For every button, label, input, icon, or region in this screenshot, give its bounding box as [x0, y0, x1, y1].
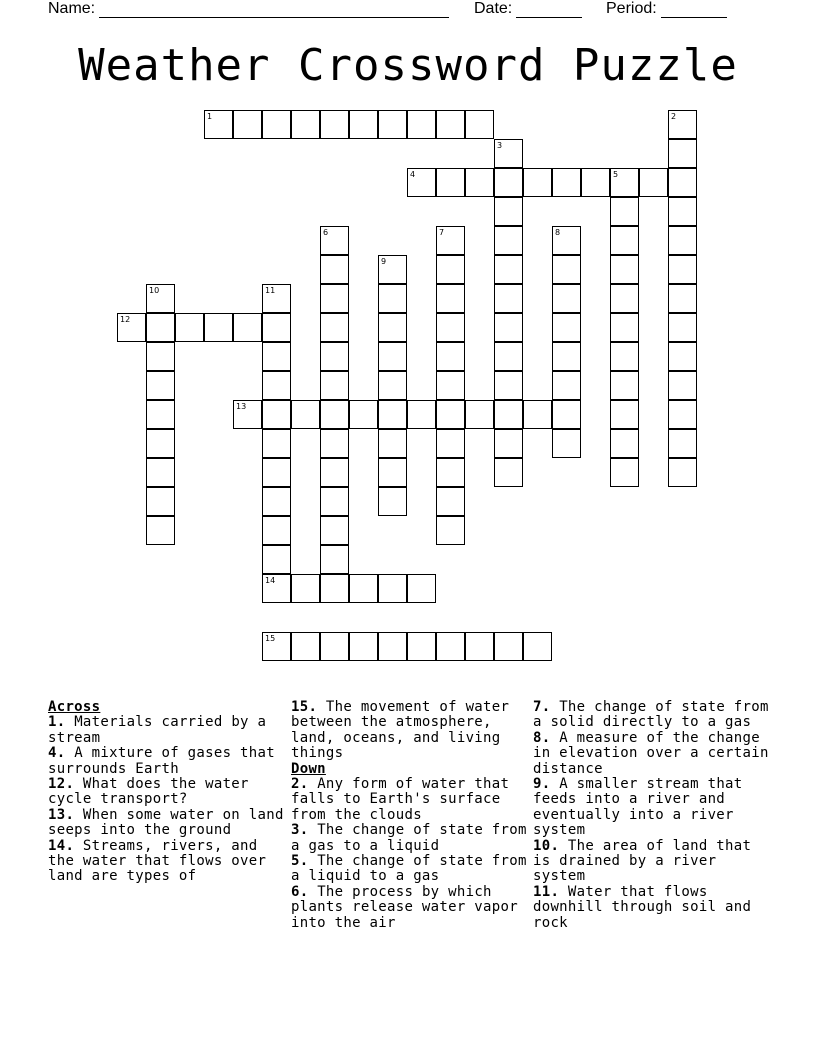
crossword-cell[interactable]: [146, 458, 175, 487]
crossword-cell[interactable]: [320, 429, 349, 458]
crossword-cell[interactable]: [407, 632, 436, 661]
crossword-cell[interactable]: [465, 632, 494, 661]
crossword-cell[interactable]: [262, 545, 291, 574]
crossword-cell[interactable]: [117, 313, 146, 342]
crossword-cell[interactable]: [668, 110, 697, 139]
across-clue: [48, 746, 284, 777]
crossword-cell[interactable]: [146, 516, 175, 545]
clue-number: 7.: [533, 699, 551, 715]
clue-text: Any form of water that falls to Earth's surface from the clouds: [291, 776, 510, 823]
across-clue: [48, 839, 284, 885]
crossword-cell[interactable]: [262, 371, 291, 400]
crossword-cell[interactable]: [436, 371, 465, 400]
crossword-cell[interactable]: [494, 139, 523, 168]
crossword-cell[interactable]: [320, 632, 349, 661]
crossword-cell[interactable]: [610, 458, 639, 487]
crossword-cell[interactable]: [610, 255, 639, 284]
crossword-cell[interactable]: [320, 255, 349, 284]
crossword-cell[interactable]: [378, 110, 407, 139]
crossword-cell[interactable]: [436, 632, 465, 661]
clue-text: The process by which plants release water vapor into the air: [291, 883, 518, 931]
crossword-cell[interactable]: [262, 574, 291, 603]
clue-number: 8.: [533, 729, 551, 746]
crossword-cell[interactable]: [552, 371, 581, 400]
crossword-cell[interactable]: [146, 400, 175, 429]
clues-column-1: [48, 700, 284, 885]
across-heading: Across: [48, 699, 101, 715]
clue-text: A mixture of gases that surrounds Earth: [48, 745, 275, 777]
crossword-cell[interactable]: [436, 313, 465, 342]
cell-number: 14: [265, 576, 276, 585]
crossword-cell[interactable]: [436, 168, 465, 197]
crossword-cell[interactable]: [610, 400, 639, 429]
crossword-cell[interactable]: [262, 516, 291, 545]
clue-number: 10.: [533, 837, 560, 854]
clues-column-3: [533, 700, 773, 931]
clue-number: 9.: [533, 776, 551, 793]
clue-number: 15.: [291, 699, 318, 715]
crossword-cell[interactable]: [204, 313, 233, 342]
crossword-cell[interactable]: [494, 632, 523, 661]
crossword-cell[interactable]: [262, 429, 291, 458]
cell-number: 4: [410, 170, 416, 179]
crossword-cell[interactable]: [523, 400, 552, 429]
crossword-cell[interactable]: [320, 313, 349, 342]
cell-number: 11: [265, 286, 276, 295]
clue-number: 11.: [533, 883, 560, 900]
crossword-cell[interactable]: [291, 632, 320, 661]
down-clue: [291, 823, 527, 854]
crossword-cell[interactable]: [378, 284, 407, 313]
crossword-cell[interactable]: [436, 400, 465, 429]
cell-number: 12: [120, 315, 131, 324]
crossword-cell[interactable]: [436, 284, 465, 313]
cell-number: 3: [497, 141, 503, 150]
across-clue: [48, 808, 284, 839]
crossword-cell[interactable]: [494, 226, 523, 255]
crossword-cell[interactable]: [668, 139, 697, 168]
crossword-cell[interactable]: [668, 226, 697, 255]
cell-number: 6: [323, 228, 329, 237]
crossword-cell[interactable]: [523, 168, 552, 197]
date-label: Date:: [474, 0, 513, 17]
crossword-cell[interactable]: [407, 400, 436, 429]
cell-number: 2: [671, 112, 677, 121]
crossword-cell[interactable]: [378, 429, 407, 458]
clue-text: A smaller stream that feeds into a river and eventually into a river system: [533, 776, 743, 839]
crossword-cell[interactable]: [378, 371, 407, 400]
crossword-cell[interactable]: [610, 197, 639, 226]
period-label: Period:: [606, 0, 657, 17]
crossword-cell[interactable]: [378, 400, 407, 429]
crossword-cell[interactable]: [610, 371, 639, 400]
crossword-cell[interactable]: [320, 400, 349, 429]
clue-number: 12.: [48, 776, 75, 793]
name-label: Name:: [48, 0, 96, 17]
crossword-cell[interactable]: [668, 313, 697, 342]
crossword-cell[interactable]: [320, 545, 349, 574]
down-clue: [291, 854, 527, 885]
crossword-cell[interactable]: [262, 458, 291, 487]
crossword-cell[interactable]: [320, 487, 349, 516]
crossword-cell[interactable]: [494, 400, 523, 429]
crossword-cell[interactable]: [320, 516, 349, 545]
across-clue: [48, 777, 284, 808]
crossword-cell[interactable]: [320, 458, 349, 487]
crossword-cell[interactable]: [610, 168, 639, 197]
crossword-cell[interactable]: [146, 487, 175, 516]
crossword-cell[interactable]: [552, 284, 581, 313]
crossword-cell[interactable]: [407, 574, 436, 603]
crossword-cell[interactable]: [146, 313, 175, 342]
clue-number: 1.: [48, 714, 66, 731]
clue-number: 6.: [291, 883, 309, 900]
clue-number: 2.: [291, 776, 309, 793]
cell-number: 5: [613, 170, 619, 179]
clue-text: What does the water cycle transport?: [48, 776, 249, 808]
crossword-cell[interactable]: [146, 342, 175, 371]
crossword-cell[interactable]: [262, 313, 291, 342]
crossword-cell[interactable]: [378, 313, 407, 342]
crossword-cell[interactable]: [494, 313, 523, 342]
crossword-cell[interactable]: [436, 342, 465, 371]
crossword-cell[interactable]: [668, 458, 697, 487]
crossword-cell[interactable]: [494, 284, 523, 313]
crossword-cell[interactable]: [610, 429, 639, 458]
crossword-cell[interactable]: [668, 255, 697, 284]
crossword-cell[interactable]: [436, 429, 465, 458]
crossword-cell[interactable]: [610, 284, 639, 313]
crossword-cell[interactable]: [146, 371, 175, 400]
crossword-cell[interactable]: [668, 429, 697, 458]
crossword-cell[interactable]: [320, 342, 349, 371]
crossword-cell[interactable]: [262, 632, 291, 661]
crossword-cell[interactable]: [494, 168, 523, 197]
crossword-cell[interactable]: [552, 429, 581, 458]
crossword-cell[interactable]: [233, 313, 262, 342]
crossword-cell[interactable]: [378, 574, 407, 603]
crossword-cell[interactable]: [349, 574, 378, 603]
crossword-cell[interactable]: [378, 487, 407, 516]
crossword-cell[interactable]: [436, 255, 465, 284]
down-clue: [533, 839, 773, 885]
crossword-cell[interactable]: [639, 168, 668, 197]
crossword-cell[interactable]: [494, 429, 523, 458]
clue-number: 4.: [48, 745, 66, 762]
down-clue: [533, 885, 773, 931]
crossword-cell[interactable]: [262, 284, 291, 313]
cell-number: 7: [439, 228, 445, 237]
across-clue: [48, 715, 284, 746]
crossword-cell[interactable]: [552, 168, 581, 197]
clue-number: 13.: [48, 806, 75, 823]
crossword-cell[interactable]: [320, 226, 349, 255]
clue-text: A measure of the change in elevation over a certain distance: [533, 729, 769, 777]
down-clue: [533, 777, 773, 839]
crossword-cell[interactable]: [436, 516, 465, 545]
crossword-cell[interactable]: [291, 400, 320, 429]
down-clue: [533, 700, 773, 731]
crossword-cell[interactable]: [465, 400, 494, 429]
crossword-cell[interactable]: [494, 371, 523, 400]
crossword-cell[interactable]: [378, 458, 407, 487]
down-clue: [291, 885, 527, 931]
crossword-cell[interactable]: [610, 226, 639, 255]
crossword-cell[interactable]: [668, 197, 697, 226]
crossword-cell[interactable]: [668, 284, 697, 313]
clue-text: When some water on land seeps into the ground: [48, 806, 284, 839]
crossword-cell[interactable]: [668, 371, 697, 400]
crossword-cell[interactable]: [320, 284, 349, 313]
crossword-cell[interactable]: [465, 168, 494, 197]
crossword-cell[interactable]: [262, 342, 291, 371]
crossword-cell[interactable]: [349, 400, 378, 429]
crossword-cell[interactable]: [610, 313, 639, 342]
crossword-cell[interactable]: [494, 458, 523, 487]
down-heading: Down: [291, 760, 326, 777]
crossword-cell[interactable]: [146, 284, 175, 313]
crossword-cell[interactable]: [407, 110, 436, 139]
crossword-cell[interactable]: [233, 110, 262, 139]
crossword-cell[interactable]: [436, 110, 465, 139]
crossword-cell[interactable]: [349, 632, 378, 661]
clue-text: Materials carried by a stream: [48, 714, 267, 746]
down-clue: [291, 777, 527, 823]
crossword-cell[interactable]: [233, 400, 262, 429]
crossword-cell[interactable]: [552, 400, 581, 429]
crossword-cell[interactable]: [320, 574, 349, 603]
cell-number: 9: [381, 257, 387, 266]
clue-number: 14.: [48, 837, 75, 854]
clue-text: Streams, rivers, and the water that flows over land are types of: [48, 837, 267, 885]
clue-number: 5.: [291, 853, 309, 870]
crossword-cell[interactable]: [552, 226, 581, 255]
cell-number: 13: [236, 402, 247, 411]
clues-column-2: [291, 700, 527, 931]
crossword-cell[interactable]: [668, 342, 697, 371]
clue-number: 3.: [291, 822, 309, 839]
crossword-cell[interactable]: [610, 342, 639, 371]
crossword-cell[interactable]: [320, 110, 349, 139]
down-clue: [533, 731, 773, 777]
cell-number: 1: [207, 112, 213, 121]
clue-text: Water that flows downhill through soil and rock: [533, 883, 752, 931]
crossword-cell[interactable]: [349, 110, 378, 139]
crossword-cell[interactable]: [175, 313, 204, 342]
page-title: Weather Crossword Puzzle: [78, 40, 738, 91]
clue-text: The area of land that is drained by a river system: [533, 837, 752, 885]
crossword-cell[interactable]: [552, 342, 581, 371]
crossword-cell[interactable]: [494, 197, 523, 226]
crossword-cell[interactable]: [378, 632, 407, 661]
crossword-cell[interactable]: [291, 574, 320, 603]
crossword-cell[interactable]: [465, 110, 494, 139]
crossword-cell[interactable]: [552, 313, 581, 342]
crossword-cell[interactable]: [494, 342, 523, 371]
cell-number: 8: [555, 228, 561, 237]
crossword-cell[interactable]: [262, 400, 291, 429]
clue-text: The change of state from a gas to a liquid: [291, 822, 527, 854]
crossword-cell[interactable]: [581, 168, 610, 197]
crossword-cell[interactable]: [668, 168, 697, 197]
crossword-cell[interactable]: [523, 632, 552, 661]
crossword-cell[interactable]: [668, 400, 697, 429]
crossword-cell[interactable]: [552, 255, 581, 284]
crossword-cell[interactable]: [378, 255, 407, 284]
crossword-cell[interactable]: [320, 371, 349, 400]
crossword-cell[interactable]: [436, 458, 465, 487]
crossword-cell[interactable]: [204, 110, 233, 139]
clue-text: The change of state from a liquid to a gas: [291, 853, 527, 885]
across-clue: [291, 700, 527, 762]
crossword-cell[interactable]: [407, 168, 436, 197]
crossword-cell[interactable]: [436, 226, 465, 255]
crossword-cell[interactable]: [146, 429, 175, 458]
crossword-cell[interactable]: [436, 487, 465, 516]
clue-text: The change of state from a solid directly to a gas: [533, 699, 769, 731]
clue-text: The movement of water between the atmosphere, land, oceans, and living things: [291, 699, 510, 762]
cell-number: 15: [265, 634, 276, 643]
crossword-cell[interactable]: [378, 342, 407, 371]
cell-number: 10: [149, 286, 160, 295]
crossword-cell[interactable]: [262, 110, 291, 139]
crossword-cell[interactable]: [494, 255, 523, 284]
crossword-cell[interactable]: [262, 487, 291, 516]
crossword-cell[interactable]: [291, 110, 320, 139]
